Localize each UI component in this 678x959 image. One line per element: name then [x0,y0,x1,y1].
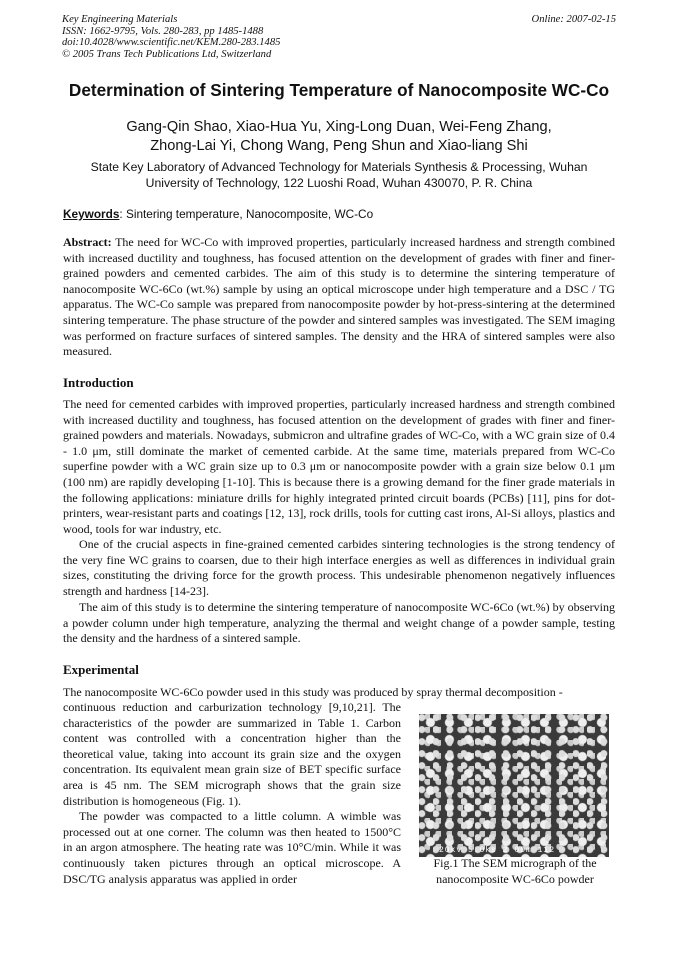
figure-caption [413,856,617,887]
copyright-line: © 2005 Trans Tech Publications Ltd, Switzerland [62,48,272,60]
affiliation [60,159,618,191]
intro-paragraph-1: The need for cemented carbides with improved properties, particularly increased hardness and strength combined with increased ductility and toughness, has focused attention on the development of grades with finer and finer-grained powders and materials. Nowadays, submicron and ultrafine grades of WC-Co, with a WC grain size of 0.4 - 1.0 μm, still dominate the market of cemented carbide. At the same time, materials prepared from WC-Co superfine powder with a WC grain size up to 0.3 μm or nanocomposite powder with a grain size below 0.1 μm (100 nm) are rapidly developing [1-10]. This is because there is a growing demand for the finer grade materials in the following applications: miniature drills for highly integrated printed circuit boards (PCBs) [11], pins for dot-printers, wear-resistant parts and coatings [12, 13], rock drills, tools for cutting cast irons, Al-Si alloys, plastics and wood, tools for war industry, etc. [63,397,615,536]
affiliation-line-2: University of Technology, 122 Luoshi Road, Wuhan 430070, P. R. China [145,176,533,190]
caption-line-1: Fig.1 The SEM micrograph of the [433,856,597,870]
doi-line: doi:10.4028/www.scientific.net/KEM.280-283.1485 [62,37,281,49]
keywords-label: Keywords [63,207,120,221]
affiliation-line-1: State Key Laboratory of Advanced Technology for Materials Synthesis & Processing, Wuhan [90,160,588,174]
introduction-heading: Introduction [63,375,134,390]
keywords-text: Sintering temperature, Nanocomposite, WC-Co [125,207,374,221]
sem-micrograph-image [419,714,609,857]
experimental-paragraph-1: continuous reduction and carburization technology [9,10,21]. The characteristics of the powder are summarized in Table 1. Carbon content was controlled with a concentration higher than the theoretical value, taking into account its grain size and the oxygen concentration. Its equivalent mean grain size of BET specific surface area is 45 nm. The SEM micrograph shows that the grain size distribution is homogeneous (Fig. 1). [63,700,401,808]
online-date: Online: 2007-02-15 [531,14,616,25]
intro-paragraph-2: One of the crucial aspects in fine-grained cemented carbides sintering technologies is the strong tendency of the very fine WC grains to coarsen, due to their high interface energies as well as differences in individual grain sizes, constituting the driving force for the growth process. This undesirable phenomenon negatively influences strength and hardness [14-23]. [63,537,615,598]
intro-paragraph-3: The aim of this study is to determine the sintering temperature of nanocomposite WC-6Co (wt.%) by observing a powder column under high temperature, analyzing the thermal and weight change of a powder sample, testing the density and the hardness of a sintered sample. [63,600,615,646]
keywords-line [63,207,617,221]
authors-line-2: Zhong-Lai Yi, Chong Wang, Peng Shun and Xiao-liang Shi [150,138,528,154]
authors-line-1: Gang-Qin Shao, Xiao-Hua Yu, Xing-Long Duan, Wei-Feng Zhang, [126,119,552,135]
issn-line: ISSN: 1662-9795, Vols. 280-283, pp 1485-1488 [62,25,264,37]
journal-name: Key Engineering Materials [62,14,178,25]
experimental-first-line: The nanocomposite WC-6Co powder used in this study was produced by spray thermal decomposition - [63,685,563,699]
experimental-column [63,700,401,887]
paper-title: Determination of Sintering Temperature of Nanocomposite WC-Co [68,80,610,100]
abstract-text: The need for WC-Co with improved properties, particularly increased hardness and strength combined with increased ductility and toughness, has focused attention on the development of grades with finer and finer-grained powders and cemented carbides. The aim of this study is to determine the sintering temperature of nanocomposite WC-6Co (wt.%) sample by using an optical microscope under high temperature and a DSC / TG apparatus. The WC-Co sample was prepared from nanocomposite powder by hot-press-sintering at the determined sintering temperature. The phase structure of the powder and sintered samples was investigated. The SEM imaging was performed on fracture surfaces of sintered samples. The density and the HRA of sintered samples were also measured. [63,235,615,359]
abstract-label: Abstract: [63,235,112,249]
author-list [60,118,618,156]
keywords-colon: : [119,207,126,221]
experimental-heading: Experimental [63,662,139,677]
journal-metadata [62,14,616,60]
abstract-paragraph [63,235,615,360]
experimental-paragraph-2: The powder was compacted to a little column. A wimble was processed out at one corner. The column was then heated to 1500°C in an argon atmosphere. The heating rate was 10°C/min. While it was continuously taken pictures through an optical microscope. A DSC/TG analysis apparatus was applied in order [63,809,401,886]
caption-line-2: nanocomposite WC-6Co powder [436,871,594,886]
micrograph-scale-bar: 20kv 5.0ks 2 00m 112 [439,846,556,855]
